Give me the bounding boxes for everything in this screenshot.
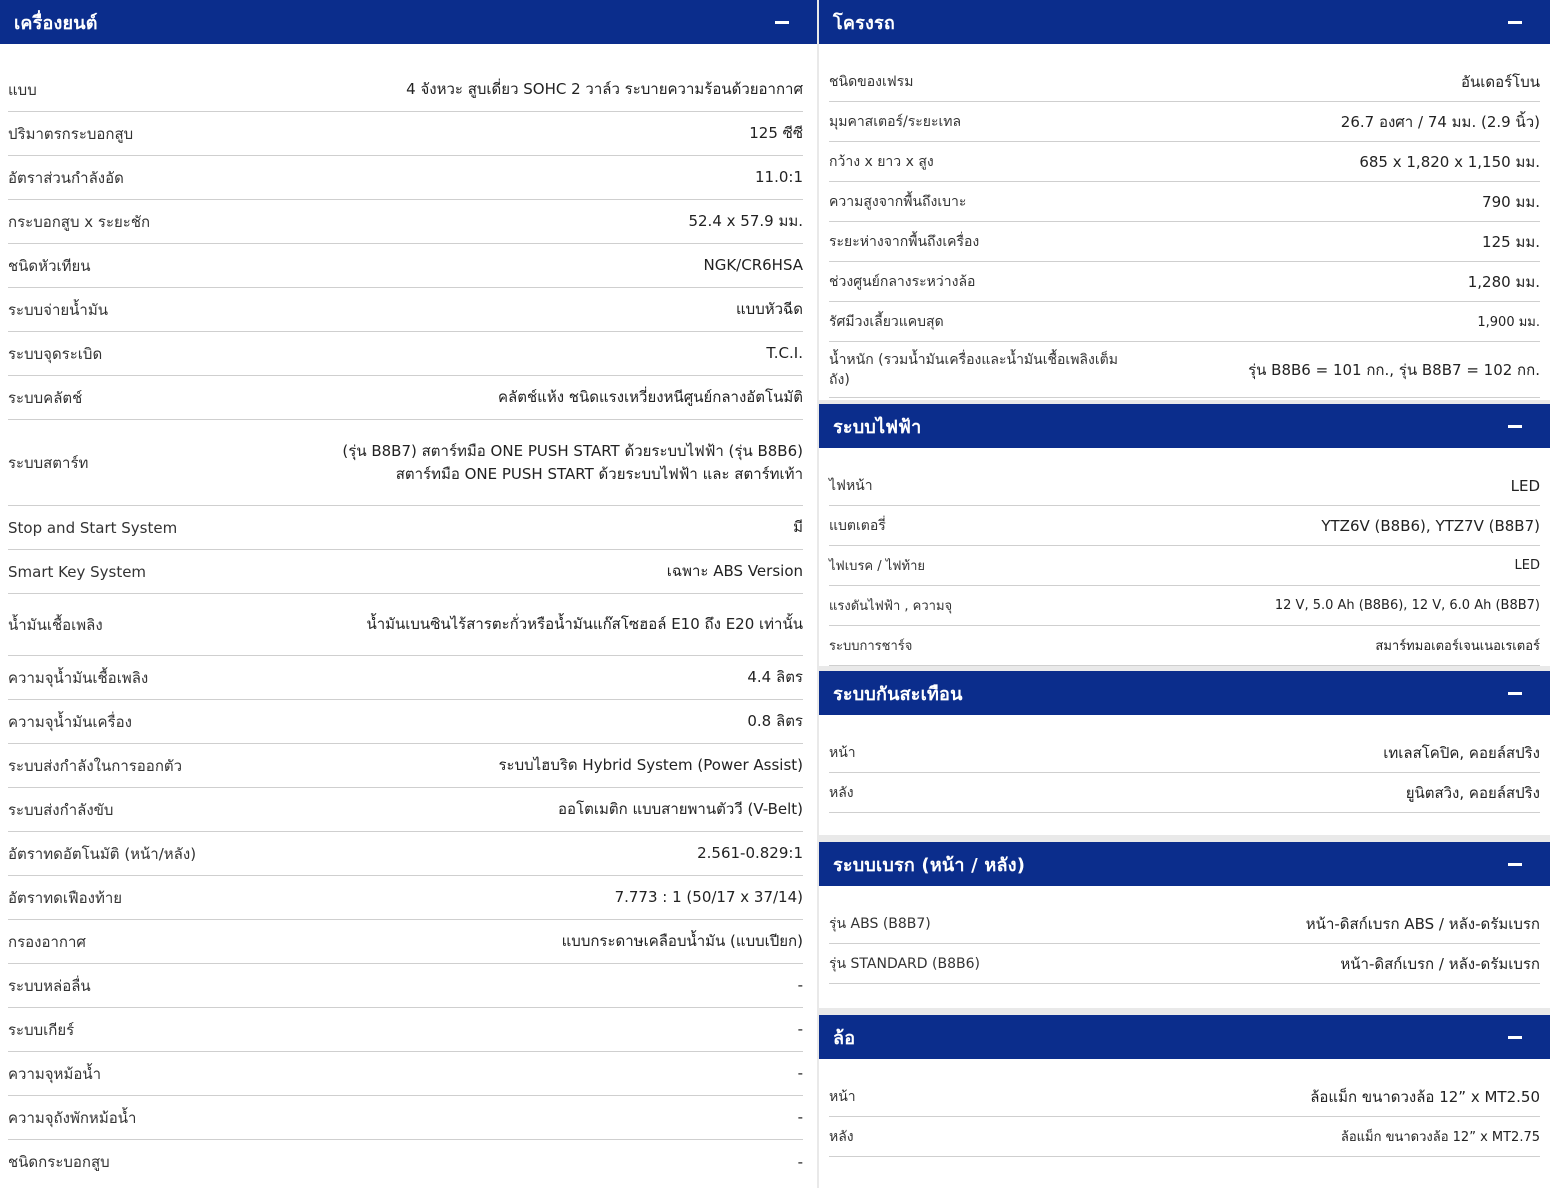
spec-value: 685 x 1,820 x 1,150 มม. (1359, 152, 1540, 171)
spec-label: รุ่น STANDARD (B8B6) (829, 955, 980, 972)
suspension-title: ระบบกันสะเทือน (833, 683, 963, 705)
spec-label: ความจุหม้อน้ำ (8, 1064, 102, 1083)
spec-row (829, 773, 1540, 813)
spec-value: - (797, 1152, 803, 1171)
engine-collapse-icon[interactable] (775, 21, 789, 24)
spec-label: ไฟเบรค / ไฟท้าย (829, 559, 925, 574)
spec-row (8, 288, 803, 332)
frame-collapse-icon[interactable] (1508, 21, 1522, 24)
brake-title: ระบบเบรก (หน้า / หลัง) (833, 854, 1026, 876)
spec-label: ระบบส่งกำลังในการออกตัว (8, 756, 183, 775)
spec-row (8, 244, 803, 288)
spec-label: อัตราส่วนกำลังอัด (8, 168, 124, 187)
spec-value: (รุ่น B8B7) สตาร์ทมือ ONE PUSH START ด้วยระบบไฟฟ้า (รุ่น B8B6) สตาร์ทมือ ONE PUSH START ด้วยระบบไฟฟ้า และ สตาร์ทเท้า (342, 441, 803, 483)
wheel-panel (819, 1015, 1550, 1188)
spec-value: T.C.I. (766, 344, 803, 362)
frame-title: โครงรถ (833, 12, 895, 34)
spec-label: Stop and Start System (8, 518, 178, 537)
spec-row (829, 466, 1540, 506)
engine-spec-list (0, 44, 817, 1184)
spec-row (8, 876, 803, 920)
spec-value: อันเดอร์โบน (1460, 72, 1540, 91)
spec-value: 1,280 มม. (1467, 272, 1540, 291)
spec-label: ระบบส่งกำลังขับ (8, 800, 114, 819)
suspension-spec-list (819, 715, 1550, 813)
spec-label: ระบบเกียร์ (8, 1020, 75, 1039)
spec-value: 1,900 มม. (1477, 315, 1540, 330)
spec-row (829, 302, 1540, 342)
spec-value: LED (1510, 476, 1540, 495)
spec-row (8, 156, 803, 200)
spec-value: - (797, 1020, 803, 1038)
spec-label: ระบบจ่ายน้ำมัน (8, 300, 108, 319)
spec-row (829, 62, 1540, 102)
spec-label: ระบบหล่อลื่น (8, 976, 91, 995)
spec-label: ระบบคลัตช์ (8, 388, 83, 407)
spec-row (8, 788, 803, 832)
spec-row (8, 700, 803, 744)
spec-label: ชนิดหัวเทียน (8, 256, 91, 275)
spec-value: หน้า-ดิสก์เบรก / หลัง-ดรัมเบรก (1340, 954, 1540, 973)
electric-header[interactable] (819, 404, 1550, 448)
spec-label: ความจุน้ำมันเครื่อง (8, 712, 132, 731)
spec-row (829, 342, 1540, 398)
spec-label: กระบอกสูบ x ระยะชัก (8, 212, 151, 231)
spec-label: ระยะห่างจากพื้นถึงเครื่อง (829, 233, 980, 250)
brake-collapse-icon[interactable] (1508, 863, 1522, 866)
spec-value: น้ำมันเบนซินไร้สารตะกั่วหรือน้ำมันแก๊สโซฮอล์ E10 ถึง E20 เท่านั้น (366, 615, 803, 633)
spec-row (8, 376, 803, 420)
spec-row (829, 262, 1540, 302)
spec-value: NGK/CR6HSA (703, 256, 803, 274)
spec-value: ล้อแม็ก ขนาดวงล้อ 12” x MT2.75 (1340, 1130, 1540, 1145)
spec-label: ชนิดของเฟรม (829, 73, 914, 90)
spec-value: 125 ซีซี (749, 124, 803, 142)
engine-title: เครื่องยนต์ (14, 12, 98, 34)
spec-row (8, 832, 803, 876)
spec-row (829, 1117, 1540, 1157)
spec-value: 26.7 องศา / 74 มม. (2.9 นิ้ว) (1340, 112, 1540, 131)
spec-value: สมาร์ทมอเตอร์เจนเนอเรเตอร์ (1375, 639, 1540, 654)
spec-value: 125 มม. (1482, 232, 1540, 251)
spec-value: 11.0:1 (755, 168, 803, 186)
spec-value: ล้อแม็ก ขนาดวงล้อ 12” x MT2.50 (1310, 1087, 1540, 1106)
spec-value: เทเลสโคปิค, คอยล์สปริง (1383, 743, 1540, 762)
spec-row (829, 1077, 1540, 1117)
spec-label: หลัง (829, 1128, 854, 1145)
frame-header[interactable] (819, 0, 1550, 44)
wheel-header[interactable] (819, 1015, 1550, 1059)
spec-row (829, 222, 1540, 262)
spec-row (829, 944, 1540, 984)
spec-row (8, 200, 803, 244)
spec-label: ไฟหน้า (829, 477, 873, 494)
spec-value: 2.561-0.829:1 (697, 844, 803, 862)
spec-value: แบบกระดาษเคลือบน้ำมัน (แบบเปียก) (561, 932, 803, 950)
spec-label: ระบบจุดระเบิด (8, 344, 103, 363)
spec-label: หน้า (829, 744, 856, 761)
spec-row (8, 656, 803, 700)
spec-row (829, 586, 1540, 626)
spec-row (8, 964, 803, 1008)
brake-header[interactable] (819, 842, 1550, 886)
spec-label: รัศมีวงเลี้ยวแคบสุด (829, 313, 944, 330)
suspension-header[interactable] (819, 671, 1550, 715)
spec-label: หลัง (829, 784, 854, 801)
electric-spec-list (819, 448, 1550, 666)
spec-value: ยูนิตสวิง, คอยล์สปริง (1405, 783, 1540, 802)
spec-value: 4.4 ลิตร (747, 668, 803, 686)
engine-header[interactable] (0, 0, 817, 44)
spec-label: รุ่น ABS (B8B7) (829, 915, 931, 932)
brake-spec-list (819, 886, 1550, 984)
spec-value: 12 V, 5.0 Ah (B8B6), 12 V, 6.0 Ah (B8B7) (1274, 598, 1540, 613)
spec-value: ระบบไฮบริด Hybrid System (Power Assist) (498, 756, 803, 774)
wheel-collapse-icon[interactable] (1508, 1036, 1522, 1039)
spec-row (829, 506, 1540, 546)
spec-value: หน้า-ดิสก์เบรก ABS / หลัง-ดรัมเบรก (1305, 914, 1540, 933)
spec-row (829, 102, 1540, 142)
spec-value: LED (1514, 558, 1540, 573)
spec-value: รุ่น B8B6 = 101 กก., รุ่น B8B7 = 102 กก. (1248, 360, 1540, 379)
spec-value: 4 จังหวะ สูบเดี่ยว SOHC 2 วาล์ว ระบายความร้อนด้วยอากาศ (406, 80, 803, 98)
spec-label: น้ำมันเชื้อเพลิง (8, 615, 103, 634)
spec-row (829, 904, 1540, 944)
spec-value: คลัตช์แห้ง ชนิดแรงเหวี่ยงหนีศูนย์กลางอัตโนมัติ (498, 388, 803, 406)
spec-value: - (797, 1108, 803, 1126)
frame-spec-list (819, 44, 1550, 398)
spec-row (8, 744, 803, 788)
suspension-panel (819, 671, 1550, 835)
spec-label: มุมคาสเตอร์/ระยะเทล (829, 113, 962, 130)
wheel-title: ล้อ (833, 1027, 856, 1049)
spec-row (8, 1096, 803, 1140)
wheel-spec-list (819, 1059, 1550, 1157)
spec-label: แบบ (8, 80, 37, 99)
spec-label: Smart Key System (8, 562, 147, 581)
spec-value: มี (793, 518, 803, 536)
spec-value: YTZ6V (B8B6), YTZ7V (B8B7) (1321, 516, 1540, 535)
spec-row (8, 594, 803, 656)
spec-value: 7.773 : 1 (50/17 x 37/14) (614, 888, 803, 906)
spec-label: ช่วงศูนย์กลางระหว่างล้อ (829, 273, 976, 290)
electric-collapse-icon[interactable] (1508, 425, 1522, 428)
spec-label: แบตเตอรี่ (829, 517, 886, 534)
spec-label: ระบบการชาร์จ (829, 639, 913, 654)
spec-row (8, 112, 803, 156)
spec-row (829, 182, 1540, 222)
spec-label: ชนิดกระบอกสูบ (8, 1153, 110, 1171)
spec-row (829, 142, 1540, 182)
spec-value: 52.4 x 57.9 มม. (688, 212, 803, 230)
spec-label: ความสูงจากพื้นถึงเบาะ (829, 193, 967, 210)
electric-title: ระบบไฟฟ้า (833, 416, 922, 438)
spec-label: หน้า (829, 1088, 856, 1105)
spec-row (8, 920, 803, 964)
spec-value: เฉพาะ ABS Version (666, 562, 803, 580)
spec-label: อัตราทดอัตโนมัติ (หน้า/หลัง) (8, 844, 197, 863)
spec-row (829, 626, 1540, 666)
spec-value: - (797, 1064, 803, 1082)
spec-row (8, 68, 803, 112)
spec-value: 790 มม. (1482, 192, 1540, 211)
spec-row (8, 1140, 803, 1184)
spec-row (8, 420, 803, 506)
spec-label: ปริมาตรกระบอกสูบ (8, 124, 134, 143)
brake-panel (819, 842, 1550, 1008)
spec-value: แบบหัวฉีด (736, 300, 803, 318)
spec-label: ความจุถังพักหม้อน้ำ (8, 1108, 137, 1127)
frame-panel (819, 0, 1550, 400)
spec-row (829, 733, 1540, 773)
spec-value: 0.8 ลิตร (747, 712, 803, 730)
spec-value: ออโตเมติก แบบสายพานตัววี (V-Belt) (558, 800, 803, 818)
spec-row (8, 506, 803, 550)
electric-panel (819, 404, 1550, 666)
spec-label: ระบบสตาร์ท (8, 453, 89, 472)
suspension-collapse-icon[interactable] (1508, 692, 1522, 695)
spec-label: แรงดันไฟฟ้า , ความจุ (829, 599, 953, 614)
spec-label: ความจุน้ำมันเชื้อเพลิง (8, 668, 149, 687)
spec-row (8, 1052, 803, 1096)
spec-value: - (797, 976, 803, 994)
spec-label: น้ำหนัก (รวมน้ำมันเครื่องและน้ำมันเชื้อเพลิงเต็มถัง) (829, 351, 1118, 388)
spec-row (829, 546, 1540, 586)
spec-label: กว้าง x ยาว x สูง (829, 153, 934, 170)
spec-row (8, 550, 803, 594)
spec-label: อัตราทดเฟืองท้าย (8, 888, 123, 907)
spec-row (8, 1008, 803, 1052)
spec-label: กรองอากาศ (8, 932, 86, 951)
spec-row (8, 332, 803, 376)
